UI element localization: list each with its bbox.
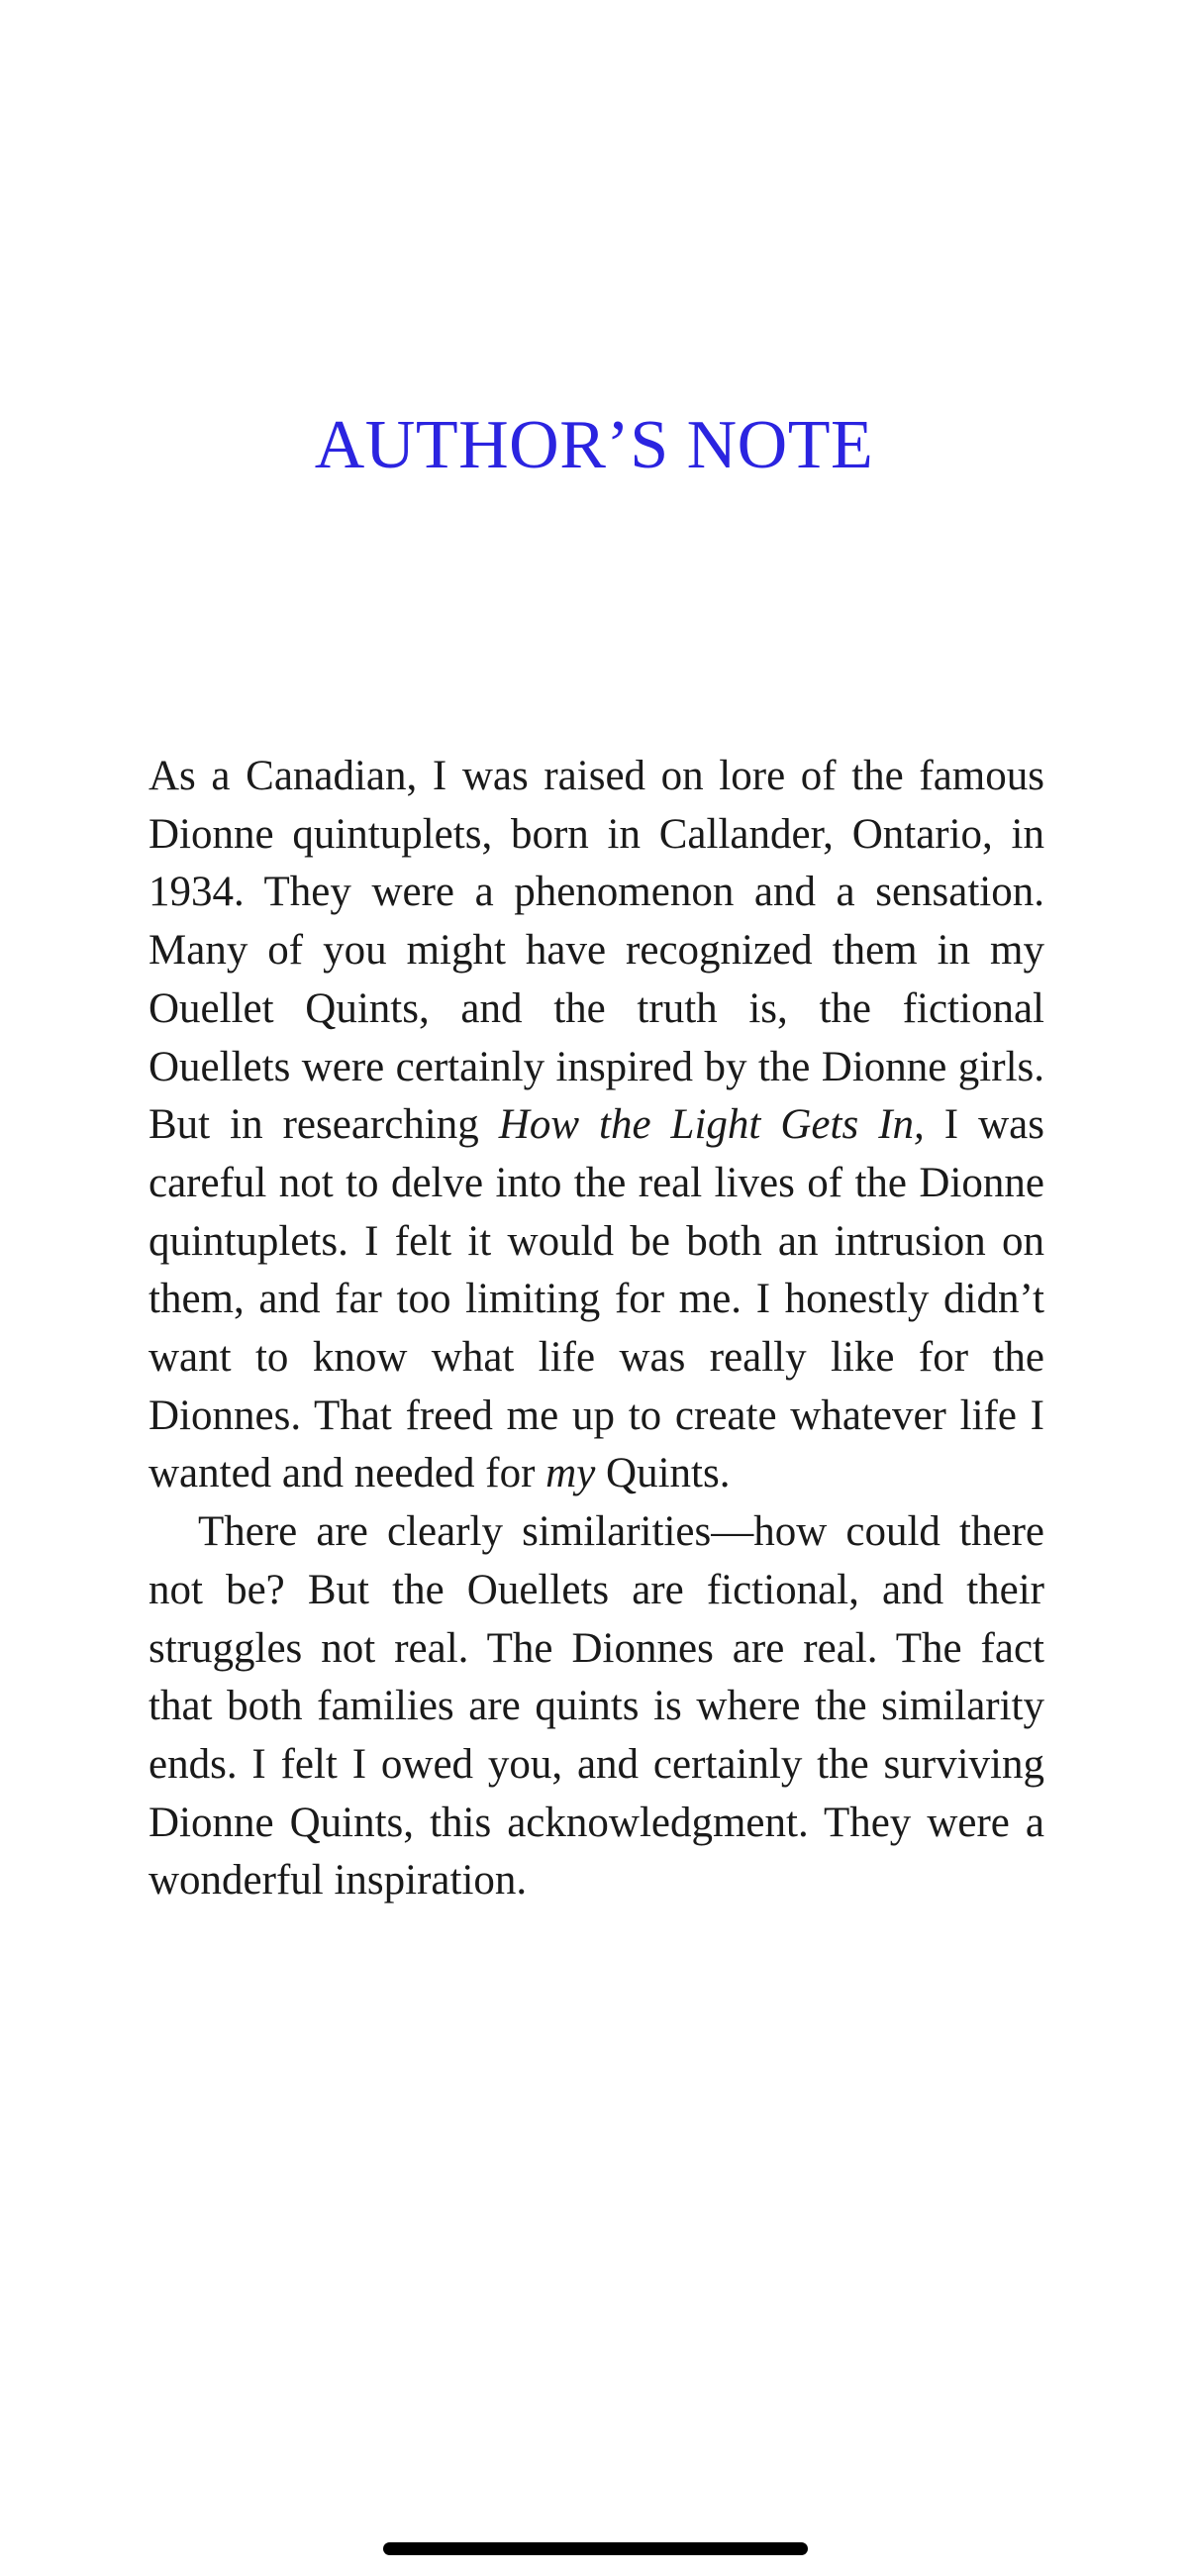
paragraph-1-part-2: I was careful not to delve into the real lives of the Dionne quintuplets. I felt it would be both an intrusion on them, and far too limiting for me. I honestly didn’t want to know what life was really like for the Dionnes. That freed me up to create whatever life I wanted and needed for — [148, 1101, 1044, 1497]
book-title: How the Light Gets In, — [498, 1101, 925, 1149]
paragraph-1 — [148, 748, 1044, 1503]
paragraph-1-part-3: Quints. — [595, 1450, 731, 1497]
author-note-body — [148, 748, 1044, 1910]
paragraph-1-part-1: As a Canadian, I was raised on lore of the famous Dionne quintuplets, born in Callander, Ontario, in 1934. They were a phenomenon and a sensation. Many of you might have recognized them in my Ouellet Quints, and the truth is, the fictional Ouellets were certainly inspired by the Dionne girls. But in researching — [148, 753, 1044, 1149]
home-indicator[interactable] — [383, 2542, 808, 2555]
page-title: AUTHOR’S NOTE — [314, 407, 874, 483]
emphasis-my: my — [545, 1450, 596, 1497]
paragraph-2: There are clearly similarities—how could there not be? But the Ouellets are fictional, and their struggles not real. The Dionnes are real. The fact that both families are quints is where the similarity ends. I felt I owed you, and certainly the surviving Dionne Quints, this acknowledgment. They were a wonderful inspiration. — [148, 1508, 1044, 1905]
